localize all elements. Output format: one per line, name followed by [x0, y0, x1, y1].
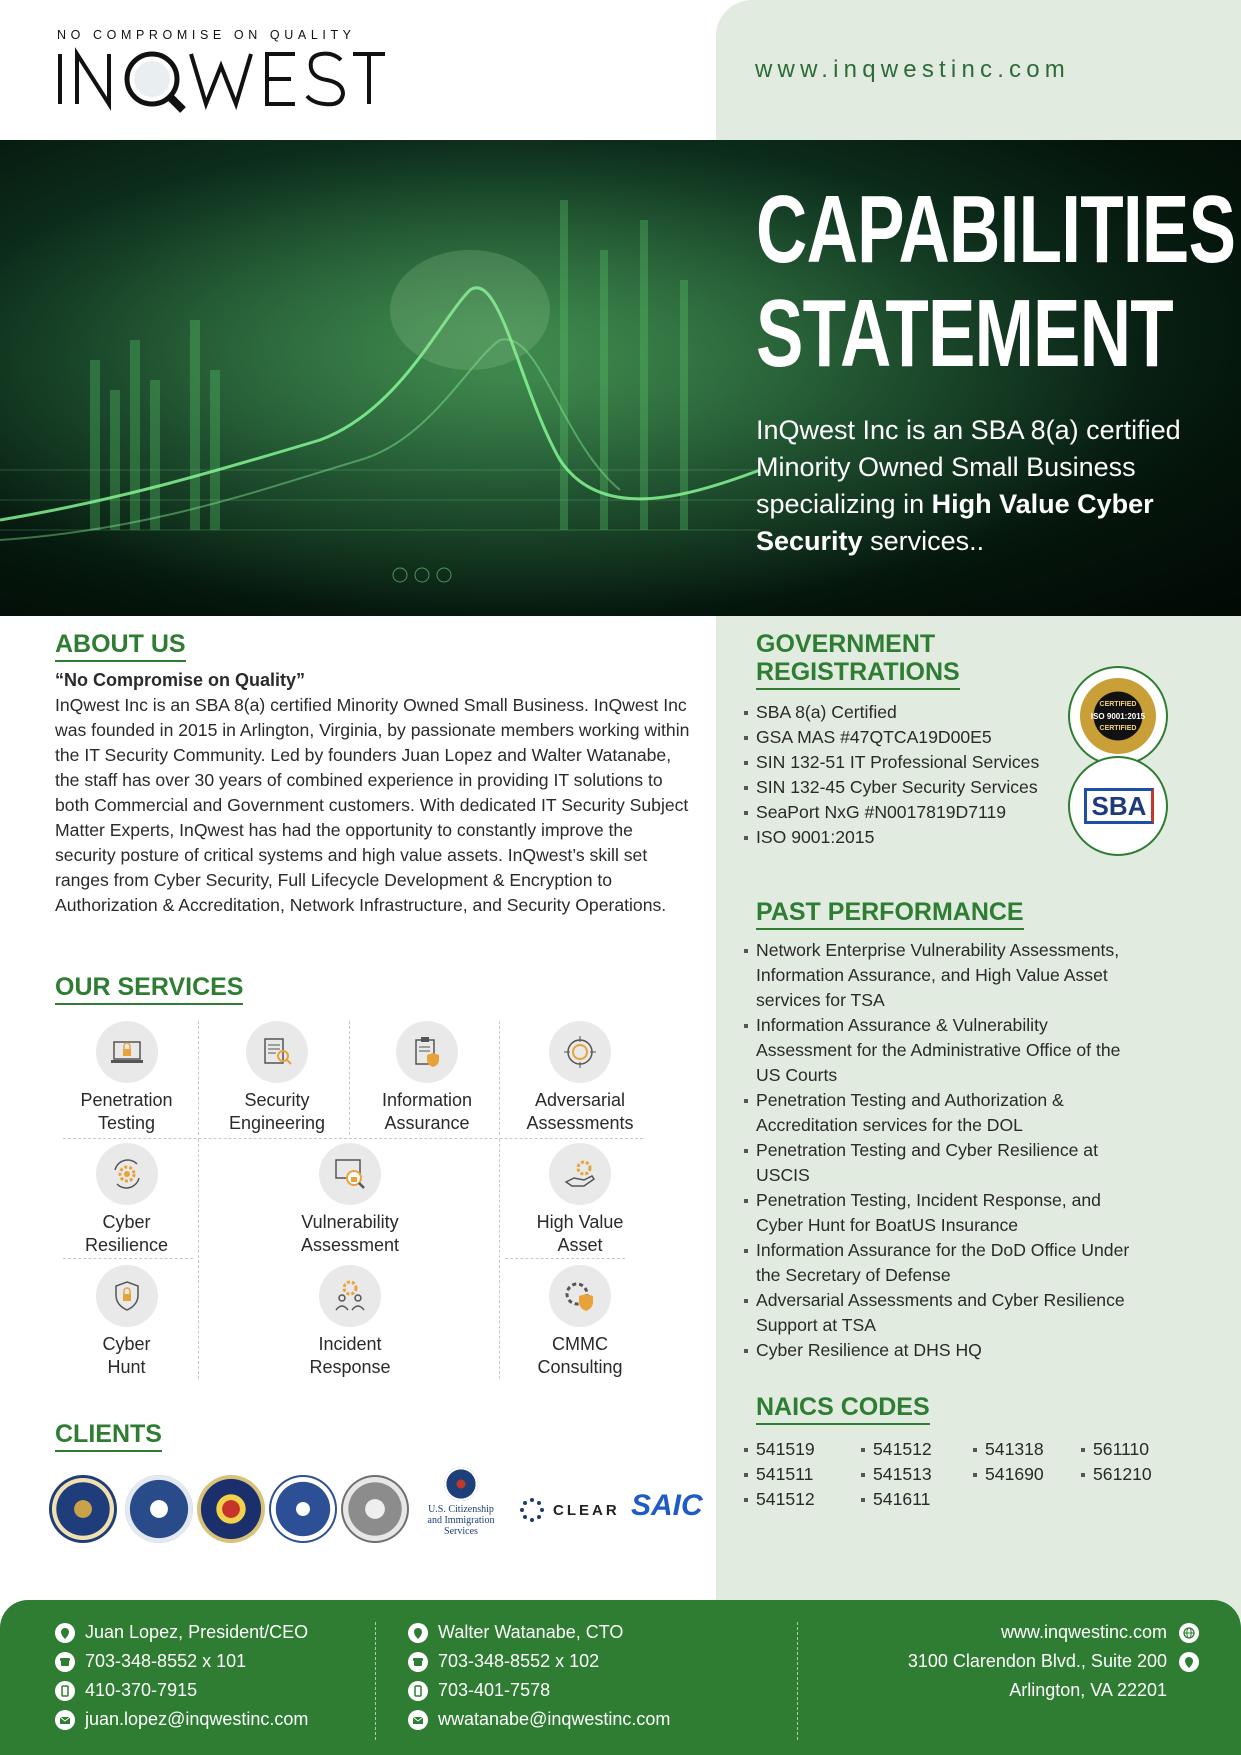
naics-code: 541511 — [756, 1462, 813, 1487]
service-high-value-asset[interactable] — [505, 1143, 655, 1257]
list-item: SIN 132-51 IT Professional Services — [756, 750, 1196, 775]
hero-title-line2: STATEMENT — [756, 280, 1173, 387]
footer-website-link[interactable]: www.inqwestinc.com — [1000, 1622, 1167, 1642]
email-icon — [55, 1710, 75, 1730]
naics-heading: NAICS CODES — [756, 1393, 930, 1425]
about-section — [55, 630, 695, 918]
hero-title — [756, 178, 1235, 386]
naics-grid — [756, 1437, 1216, 1517]
naics-code: 541611 — [873, 1487, 930, 1512]
dhs-hq-seal-logo — [269, 1475, 337, 1543]
naics-code: 541318 — [985, 1437, 1044, 1462]
location-pin-icon — [1179, 1652, 1199, 1672]
clear-logo — [519, 1497, 620, 1523]
list-item: GSA MAS #47QTCA19D00E5 — [756, 725, 1196, 750]
clear-text: CLEAR — [553, 1501, 620, 1519]
service-label: Penetration — [80, 1090, 173, 1110]
location-pin-icon — [55, 1623, 75, 1643]
list-item: Penetration Testing and Authorization & Accreditation services for the DOL — [756, 1088, 1136, 1138]
hero-subtitle-end: services.. — [862, 526, 985, 556]
naics-code: 541513 — [873, 1462, 932, 1487]
about-body: InQwest Inc is an SBA 8(a) certified Minority Owned Small Business. InQwest Inc was founded in 2015 in Arlington, Virginia, by passionate members working within the IT Security Community. Led by founders Juan Lopez and Walter Watanabe, the staff has over 30 years of combined experience in providing IT solutions to both Commercial and Government customers. With dedicated IT Security Subject Matter Experts, InQwest has had the opportunity to constantly improve the security posture of critical systems and high value assets. InQwest’s skill set ranges from Cyber Security, Full Lifecycle Development & Encryption to Authorization & Accreditation, Network Infrastructure, and Security Operations. — [55, 695, 690, 915]
service-label: Vulnerability — [301, 1212, 399, 1232]
footer-divider — [375, 1622, 376, 1740]
email-icon — [408, 1710, 428, 1730]
naics-code: 561210 — [1093, 1462, 1152, 1487]
contact-name: Juan Lopez, President/CEO — [85, 1622, 309, 1642]
uscis-text: U.S. Citizenship — [428, 1504, 494, 1515]
service-label: Testing — [97, 1113, 156, 1133]
naics-section — [756, 1393, 1216, 1517]
list-item: Adversarial Assessments and Cyber Resilience Support at TSA — [756, 1288, 1136, 1338]
naics-code: 541512 — [756, 1487, 815, 1512]
service-label: High Value — [536, 1212, 624, 1232]
clipboard-shield-icon — [409, 1034, 445, 1070]
service-label: Incident — [318, 1334, 382, 1354]
service-cmmc-consulting[interactable] — [505, 1265, 655, 1379]
company-logo[interactable] — [57, 28, 387, 106]
list-item: SeaPort NxG #N0017819D7119 — [756, 800, 1196, 825]
magnifier-lock-icon — [332, 1156, 368, 1192]
hero-subtitle-bold: High Value Cyber Security — [756, 489, 1154, 556]
mobile-icon — [408, 1681, 428, 1701]
contact-mobile[interactable]: 410-370-7915 — [85, 1680, 198, 1700]
service-penetration-testing[interactable] — [55, 1021, 198, 1135]
service-label: CMMC — [552, 1334, 608, 1354]
government-heading-line2: REGISTRATIONS — [756, 658, 960, 686]
footer-divider — [797, 1622, 798, 1740]
list-item: ISO 9001:2015 — [756, 825, 1196, 850]
list-item: SBA 8(a) Certified — [756, 700, 1196, 725]
list-item: SIN 132-45 Cyber Security Services — [756, 775, 1196, 800]
service-label: Cyber — [102, 1212, 151, 1232]
naics-code: 541690 — [985, 1462, 1044, 1487]
saic-logo: SAIC — [631, 1489, 703, 1522]
hero-subtitle-text: InQwest Inc is an SBA 8(a) certified Minority Owned Small Business specializing in — [756, 415, 1181, 519]
contact-phone[interactable]: 703-348-8552 x 102 — [438, 1651, 600, 1671]
inqwest-wordmark-logo — [57, 46, 387, 116]
naics-code: 541512 — [873, 1437, 932, 1462]
uscis-text: and Immigration — [427, 1515, 495, 1526]
service-label: Hunt — [107, 1357, 146, 1377]
gear-shield-icon — [562, 1278, 598, 1314]
service-adversarial-assessments[interactable] — [505, 1021, 655, 1135]
address-line1: 3100 Clarendon Blvd., Suite 200 — [907, 1651, 1167, 1671]
past-performance-section — [756, 898, 1136, 1363]
people-gear-icon — [332, 1278, 368, 1314]
past-performance-list — [756, 938, 1136, 1363]
services-grid — [55, 1021, 655, 1379]
services-section — [55, 973, 655, 1377]
contact-juan-lopez — [55, 1618, 308, 1734]
service-label: Security — [244, 1090, 310, 1110]
contact-walter-watanabe — [408, 1618, 670, 1734]
contact-email[interactable]: juan.lopez@inqwestinc.com — [85, 1709, 309, 1729]
us-courts-seal-logo — [341, 1475, 409, 1543]
service-label: Assessment — [300, 1235, 400, 1255]
dod-seal-logo — [49, 1475, 117, 1543]
gear-cycle-icon — [109, 1156, 145, 1192]
hero-subtitle — [756, 412, 1196, 560]
service-security-engineering[interactable] — [205, 1021, 349, 1135]
naics-code: 561110 — [1093, 1437, 1149, 1462]
service-information-assurance[interactable] — [355, 1021, 499, 1135]
iso-badge-top: CERTIFIED — [1099, 700, 1137, 708]
uscis-logo — [421, 1467, 501, 1537]
service-vulnerability-assessment[interactable] — [275, 1143, 425, 1257]
target-icon — [562, 1034, 598, 1070]
clients-section — [55, 1420, 703, 1537]
service-label: Response — [309, 1357, 391, 1377]
hand-gear-icon — [562, 1156, 598, 1192]
list-item: Penetration Testing and Cyber Resilience at USCIS — [756, 1138, 1136, 1188]
logo-wordmark — [57, 46, 387, 106]
footer-contact-bar — [0, 1600, 1241, 1755]
service-incident-response[interactable] — [275, 1265, 425, 1379]
iso-badge-bottom: CERTIFIED — [1099, 724, 1137, 732]
location-pin-icon — [408, 1623, 428, 1643]
about-quote: “No Compromise on Quality” — [55, 670, 306, 690]
service-label: Assessments — [526, 1113, 634, 1133]
list-item: Penetration Testing, Incident Response, and Cyber Hunt for BoatUS Insurance — [756, 1188, 1136, 1238]
contact-name: Walter Watanabe, CTO — [438, 1622, 624, 1642]
past-performance-heading: PAST PERFORMANCE — [756, 898, 1024, 930]
list-item: Information Assurance for the DoD Office Under the Secretary of Defense — [756, 1238, 1136, 1288]
service-cyber-resilience[interactable] — [55, 1143, 198, 1257]
list-item: Cyber Resilience at DHS HQ — [756, 1338, 1136, 1363]
service-label: Consulting — [537, 1357, 623, 1377]
iso-badge-mid: ISO 9001:2015 — [1090, 711, 1146, 721]
contact-email[interactable]: wwatanabe@inqwestinc.com — [438, 1709, 671, 1729]
service-label: Engineering — [228, 1113, 326, 1133]
clear-dots-icon — [519, 1497, 545, 1523]
list-item: Network Enterprise Vulnerability Assessments, Information Assurance, and High Value Asset services for TSA — [756, 938, 1136, 1013]
hero-banner — [0, 140, 1241, 616]
logo-tagline: NO COMPROMISE ON QUALITY — [57, 28, 356, 42]
uscis-seal-icon — [444, 1467, 478, 1501]
address-line2: Arlington, VA 22201 — [1009, 1680, 1167, 1700]
sba-badge-text: SBA — [1084, 788, 1154, 824]
contact-phone[interactable]: 703-348-8552 x 101 — [85, 1651, 247, 1671]
company-address — [908, 1618, 1199, 1705]
clients-heading: CLIENTS — [55, 1420, 162, 1452]
globe-icon — [1179, 1623, 1199, 1643]
iso-certified-badge — [1068, 666, 1168, 766]
document-search-icon — [259, 1034, 295, 1070]
client-logos — [55, 1475, 705, 1555]
service-label: Adversarial — [534, 1090, 626, 1110]
naics-code: 541519 — [756, 1437, 815, 1462]
contact-mobile[interactable]: 703-401-7578 — [438, 1680, 551, 1700]
mobile-icon — [55, 1681, 75, 1701]
uscis-text: Services — [444, 1526, 478, 1537]
dhs-seal-logo — [125, 1475, 193, 1543]
shield-lock-icon — [109, 1278, 145, 1314]
phone-icon — [55, 1652, 75, 1672]
hero-title-line1: CAPABILITIES — [756, 176, 1236, 283]
service-label: Cyber — [102, 1334, 151, 1354]
about-heading: ABOUT US — [55, 630, 186, 662]
phone-icon — [408, 1652, 428, 1672]
service-label: Assurance — [384, 1113, 470, 1133]
government-heading-line1: GOVERNMENT — [756, 630, 936, 658]
sba-badge — [1068, 756, 1168, 856]
service-cyber-hunt[interactable] — [55, 1265, 198, 1379]
services-heading: OUR SERVICES — [55, 973, 243, 1005]
service-label: Asset — [557, 1235, 603, 1255]
service-label: Information — [381, 1090, 473, 1110]
service-label: Resilience — [84, 1235, 169, 1255]
dol-seal-logo — [197, 1475, 265, 1543]
laptop-lock-icon — [109, 1034, 145, 1070]
government-heading — [756, 630, 960, 690]
list-item: Information Assurance & Vulnerability Assessment for the Administrative Office of the US Courts — [756, 1013, 1136, 1088]
header-website[interactable]: www.inqwestinc.com — [755, 56, 1071, 83]
